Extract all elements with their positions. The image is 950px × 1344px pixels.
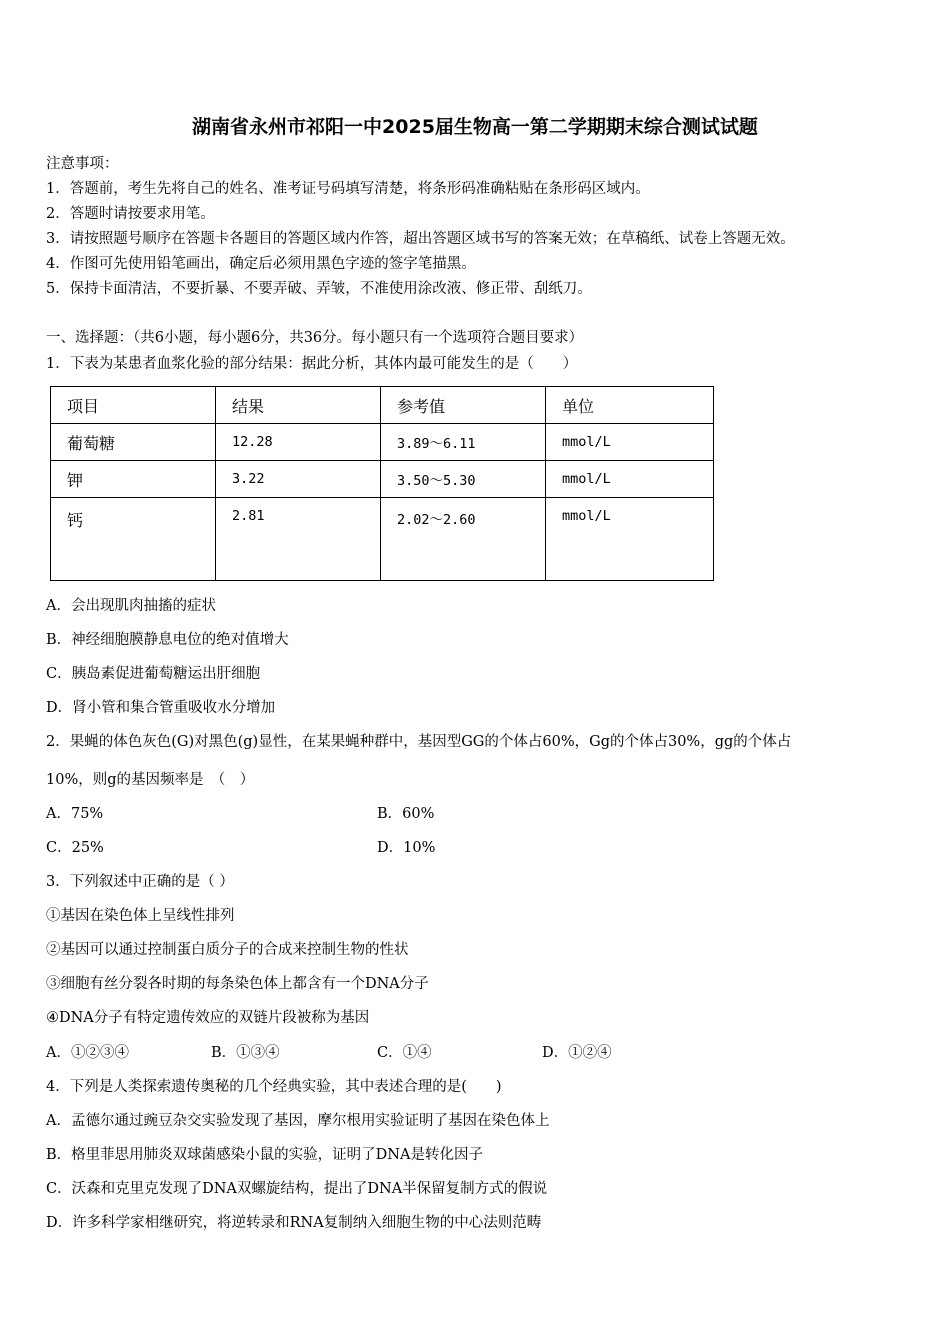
- table-cell: 3.22: [216, 461, 381, 498]
- q3-statement: ④DNA分子有特定遗传效应的双链片段被称为基因: [46, 1010, 370, 1026]
- q3-option-a: A．①②③④: [46, 1045, 129, 1061]
- table-cell: mmol/L: [546, 424, 714, 461]
- q1-stem: 1．下表为某患者血浆化验的部分结果：据此分析，其体内最可能发生的是（ ）: [46, 356, 578, 372]
- q2-stem-line2: 10%，则g的基因频率是 （ ）: [46, 772, 255, 788]
- table-cell: 2.02～2.60: [381, 498, 546, 581]
- q2-option-a: A．75%: [46, 806, 104, 822]
- q1-option-d: D．肾小管和集合管重吸收水分增加: [46, 700, 276, 716]
- table-row: [51, 461, 714, 498]
- table-header-cell: 单位: [546, 387, 714, 424]
- q4-option-a: A．孟德尔通过豌豆杂交实验发现了基因，摩尔根用实验证明了基因在染色体上: [46, 1113, 550, 1129]
- table-row: [51, 424, 714, 461]
- table-header-cell: 项目: [51, 387, 216, 424]
- q2-option-d: D．10%: [377, 840, 436, 856]
- table-cell: 钙: [51, 498, 216, 581]
- q4-option-b: B．格里菲思用肺炎双球菌感染小鼠的实验，证明了DNA是转化因子: [46, 1147, 483, 1163]
- notice-item: 2．答题时请按要求用笔。: [46, 206, 215, 222]
- notice-item: 4．作图可先使用铅笔画出，确定后必须用黑色字迹的签字笔描黑。: [46, 256, 476, 272]
- notice-heading: 注意事项：: [46, 156, 119, 172]
- q2-stem-line1: 2．果蝇的体色灰色(G)对黑色(g)显性，在某果蝇种群中，基因型GG的个体占60%，Gg的个体占30%，gg的个体占: [46, 734, 792, 750]
- table-header-cell: 参考值: [381, 387, 546, 424]
- q3-statement: ①基因在染色体上呈线性排列: [46, 908, 235, 924]
- q4-stem: 4．下列是人类探索遗传奥秘的几个经典实验，其中表述合理的是( ): [46, 1079, 502, 1095]
- q3-statement: ③细胞有丝分裂各时期的每条染色体上都含有一个DNA分子: [46, 976, 429, 992]
- notice-item: 1．答题前，考生先将自己的姓名、准考证号码填写清楚，将条形码准确粘贴在条形码区域内。: [46, 181, 650, 197]
- lab-results-table: [50, 386, 714, 581]
- table-cell: mmol/L: [546, 461, 714, 498]
- q3-option-d: D．①②④: [542, 1045, 612, 1061]
- q1-option-c: C．胰岛素促进葡萄糖运出肝细胞: [46, 666, 261, 682]
- section-heading: 一、选择题：（共6小题，每小题6分，共36分。每小题只有一个选项符合题目要求）: [46, 330, 584, 346]
- q3-option-c: C．①④: [377, 1045, 432, 1061]
- q3-option-b: B．①③④: [211, 1045, 280, 1061]
- q1-option-b: B．神经细胞膜静息电位的绝对值增大: [46, 632, 289, 648]
- q3-statement: ②基因可以通过控制蛋白质分子的合成来控制生物的性状: [46, 942, 409, 958]
- q2-option-c: C．25%: [46, 840, 104, 856]
- table-cell: 钾: [51, 461, 216, 498]
- table-cell: 2.81: [216, 498, 381, 581]
- q2-option-b: B．60%: [377, 806, 435, 822]
- q4-option-c: C．沃森和克里克发现了DNA双螺旋结构，提出了DNA半保留复制方式的假说: [46, 1181, 548, 1197]
- notice-item: 5．保持卡面清洁，不要折暴、不要弄破、弄皱，不准使用涂改液、修正带、刮纸刀。: [46, 281, 592, 297]
- table-header-cell: 结果: [216, 387, 381, 424]
- notice-item: 3．请按照题号顺序在答题卡各题目的答题区域内作答，超出答题区域书写的答案无效；在草稿纸、试卷上答题无效。: [46, 231, 795, 247]
- q1-option-a: A．会出现肌肉抽搐的症状: [46, 598, 216, 614]
- table-cell: 葡萄糖: [51, 424, 216, 461]
- table-cell: 3.89～6.11: [381, 424, 546, 461]
- table-cell: 3.50～5.30: [381, 461, 546, 498]
- exam-title: 湖南省永州市祁阳一中2025届生物高一第二学期期末综合测试试题: [192, 116, 758, 138]
- table-cell: mmol/L: [546, 498, 714, 581]
- table-cell: 12.28: [216, 424, 381, 461]
- q3-stem: 3．下列叙述中正确的是（ ）: [46, 874, 234, 890]
- table-row: [51, 498, 714, 581]
- table-header-row: [51, 387, 714, 424]
- q4-option-d: D．许多科学家相继研究，将逆转录和RNA复制纳入细胞生物的中心法则范畴: [46, 1215, 542, 1231]
